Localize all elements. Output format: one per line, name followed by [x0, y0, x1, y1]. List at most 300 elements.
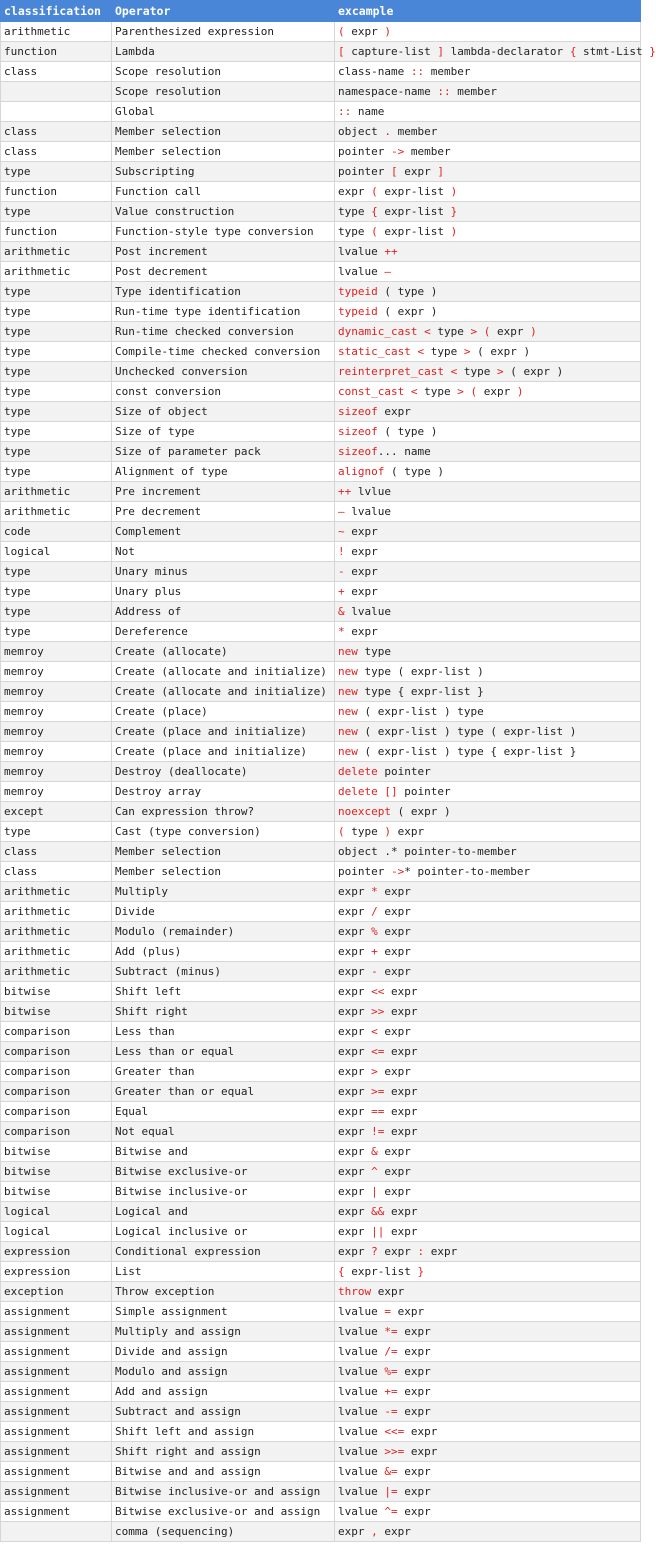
example-operator-token: +	[371, 945, 378, 958]
operator-cell: Cast (type conversion)	[112, 822, 335, 842]
example-operator-token: >	[490, 365, 511, 378]
table-row	[1, 942, 641, 962]
operator-cell: Function call	[112, 182, 335, 202]
header-classification: classification	[1, 1, 112, 22]
example-text-token: expr	[351, 525, 378, 538]
classification-cell: function	[1, 42, 112, 62]
example-text-token: expr	[338, 1205, 372, 1218]
example-text-token: ( type )	[377, 285, 438, 298]
example-cell	[335, 362, 641, 382]
example-text-token: expr	[377, 905, 411, 918]
example-text-token: pointer	[377, 765, 431, 778]
classification-cell: assignment	[1, 1402, 112, 1422]
example-cell	[335, 462, 641, 482]
example-text-token: name	[357, 105, 385, 118]
example-operator-token: > (	[450, 385, 484, 398]
operator-cell: Bitwise inclusive-or	[112, 1182, 335, 1202]
example-text-token: expr	[397, 1385, 431, 1398]
example-text-token: lvalue	[338, 1345, 385, 1358]
example-text-token: expr	[377, 1165, 411, 1178]
example-operator-token: new	[338, 665, 358, 678]
table-row	[1, 162, 641, 182]
example-operator-token: (	[338, 825, 352, 838]
example-text-token: lvalue	[338, 1405, 385, 1418]
example-text-token: expr	[397, 1485, 431, 1498]
example-operator-token: !	[338, 545, 352, 558]
example-text-token: expr-list	[377, 225, 451, 238]
example-operator-token: &	[371, 1145, 378, 1158]
example-cell	[335, 382, 641, 402]
example-operator-token: )	[450, 185, 458, 198]
example-text-token: * pointer-to-member	[404, 865, 531, 878]
example-cell	[335, 342, 641, 362]
classification-cell: comparison	[1, 1122, 112, 1142]
operator-cell: Unary plus	[112, 582, 335, 602]
example-cell	[335, 1142, 641, 1162]
example-operator-token: )	[377, 25, 391, 38]
table-row	[1, 1002, 641, 1022]
example-operator-token: sizeof	[338, 445, 378, 458]
classification-cell: assignment	[1, 1322, 112, 1342]
example-cell	[335, 522, 641, 542]
example-cell	[335, 62, 641, 82]
operator-cell: Conditional expression	[112, 1242, 335, 1262]
example-text-token: expr	[384, 1225, 418, 1238]
operator-cell: Compile-time checked conversion	[112, 342, 335, 362]
table-row	[1, 1402, 641, 1422]
operator-cell: Bitwise exclusive-or and assign	[112, 1502, 335, 1522]
example-operator-token: *	[371, 885, 378, 898]
example-cell	[335, 542, 641, 562]
classification-cell: logical	[1, 542, 112, 562]
table-row	[1, 882, 641, 902]
example-cell	[335, 482, 641, 502]
table-row	[1, 1382, 641, 1402]
example-operator-token: ++	[384, 245, 398, 258]
example-text-token: pointer	[338, 165, 391, 178]
table-row	[1, 1262, 641, 1282]
example-operator-token: ~	[338, 525, 352, 538]
table-row	[1, 62, 641, 82]
classification-cell: expression	[1, 1242, 112, 1262]
example-operator-token: reinterpret_cast <	[338, 365, 464, 378]
example-text-token: lambda-declarator	[443, 45, 570, 58]
example-text-token: ( expr )	[377, 305, 438, 318]
operator-cell: Shift left	[112, 982, 335, 1002]
classification-cell: comparison	[1, 1102, 112, 1122]
classification-cell: arithmetic	[1, 262, 112, 282]
example-operator-token: ->	[390, 865, 405, 878]
operator-cell: Create (place and initialize)	[112, 742, 335, 762]
classification-cell: arithmetic	[1, 22, 112, 42]
example-text-token: expr	[338, 945, 372, 958]
example-cell	[335, 902, 641, 922]
example-text-token: expr	[496, 325, 524, 338]
example-text-token: member	[450, 85, 497, 98]
example-cell	[335, 1262, 641, 1282]
classification-cell: function	[1, 182, 112, 202]
table-row	[1, 442, 641, 462]
operator-cell: Pre decrement	[112, 502, 335, 522]
classification-cell: function	[1, 222, 112, 242]
operator-cell: Logical and	[112, 1202, 335, 1222]
example-operator-token: ]	[437, 45, 444, 58]
operator-cell: Destroy (deallocate)	[112, 762, 335, 782]
example-cell	[335, 1282, 641, 1302]
example-text-token: expr	[338, 1005, 372, 1018]
operator-cell: Subtract (minus)	[112, 962, 335, 982]
example-operator-token: {	[569, 45, 577, 58]
example-cell	[335, 922, 641, 942]
example-cell	[335, 1522, 641, 1542]
example-cell	[335, 1162, 641, 1182]
classification-cell: type	[1, 442, 112, 462]
example-text-token: expr	[384, 1085, 418, 1098]
operator-cell: Member selection	[112, 142, 335, 162]
table-row	[1, 542, 641, 562]
classification-cell	[1, 102, 112, 122]
example-cell	[335, 842, 641, 862]
example-cell	[335, 602, 641, 622]
example-cell	[335, 242, 641, 262]
operator-cell: Create (allocate and initialize)	[112, 682, 335, 702]
example-cell	[335, 1322, 641, 1342]
example-text-token: expr	[338, 1185, 372, 1198]
classification-cell: code	[1, 522, 112, 542]
example-cell	[335, 622, 641, 642]
table-row	[1, 1042, 641, 1062]
example-cell	[335, 202, 641, 222]
table-row	[1, 1242, 641, 1262]
table-row	[1, 342, 641, 362]
operator-cell: Shift left and assign	[112, 1422, 335, 1442]
operator-cell: Not equal	[112, 1122, 335, 1142]
header-operator: Operator	[112, 1, 335, 22]
operator-cell: Simple assignment	[112, 1302, 335, 1322]
example-operator-token: delete	[338, 765, 378, 778]
example-text-token: pointer	[397, 785, 451, 798]
example-text-token: expr	[483, 385, 511, 398]
table-row	[1, 262, 641, 282]
operator-cell: Shift right and assign	[112, 1442, 335, 1462]
example-text-token: expr	[397, 1405, 431, 1418]
classification-cell: type	[1, 202, 112, 222]
example-operator-token: typeid	[338, 305, 378, 318]
example-text-token: expr-list	[377, 205, 451, 218]
example-cell	[335, 82, 641, 102]
operator-cell: Bitwise and and assign	[112, 1462, 335, 1482]
classification-cell: class	[1, 122, 112, 142]
classification-cell: type	[1, 422, 112, 442]
operator-cell: Subscripting	[112, 162, 335, 182]
example-cell	[335, 1062, 641, 1082]
example-text-token: expr	[338, 965, 372, 978]
example-text-token: lvalue	[338, 1505, 385, 1518]
example-operator-token: new	[338, 685, 358, 698]
operator-cell: Destroy array	[112, 782, 335, 802]
operator-cell: Create (place and initialize)	[112, 722, 335, 742]
example-cell	[335, 762, 641, 782]
table-row	[1, 1122, 641, 1142]
example-text-token: ( expr-list ) type ( expr-list )	[357, 725, 577, 738]
example-text-token: expr	[391, 825, 425, 838]
operator-cell: Size of parameter pack	[112, 442, 335, 462]
table-row	[1, 662, 641, 682]
table-row	[1, 382, 641, 402]
table-row	[1, 502, 641, 522]
example-text-token: member	[404, 145, 451, 158]
classification-cell: type	[1, 322, 112, 342]
example-cell	[335, 802, 641, 822]
table-row	[1, 702, 641, 722]
example-cell	[335, 442, 641, 462]
classification-cell: bitwise	[1, 982, 112, 1002]
example-operator-token: throw	[338, 1285, 372, 1298]
operator-cell: Size of type	[112, 422, 335, 442]
table-row	[1, 1322, 641, 1342]
example-operator-token: sizeof	[338, 425, 378, 438]
example-text-token: expr	[377, 1145, 411, 1158]
example-cell	[335, 402, 641, 422]
classification-cell: type	[1, 602, 112, 622]
example-cell	[335, 162, 641, 182]
example-text-token: expr	[351, 565, 378, 578]
example-operator-token: )	[523, 325, 537, 338]
operator-cell: Member selection	[112, 862, 335, 882]
example-cell	[335, 882, 641, 902]
operator-cell: Modulo (remainder)	[112, 922, 335, 942]
table-row	[1, 622, 641, 642]
classification-cell: class	[1, 142, 112, 162]
table-row	[1, 1362, 641, 1382]
classification-cell: comparison	[1, 1042, 112, 1062]
example-text-token: type	[424, 385, 451, 398]
operator-cell: Bitwise exclusive-or	[112, 1162, 335, 1182]
table-row	[1, 1182, 641, 1202]
example-cell	[335, 742, 641, 762]
example-operator-token: (	[371, 225, 378, 238]
operator-cell: Subtract and assign	[112, 1402, 335, 1422]
example-cell	[335, 862, 641, 882]
example-text-token: ( expr )	[510, 365, 564, 378]
classification-cell: assignment	[1, 1362, 112, 1382]
example-cell	[335, 982, 641, 1002]
operator-cell: Greater than or equal	[112, 1082, 335, 1102]
example-text-token: expr	[377, 965, 411, 978]
table-row	[1, 642, 641, 662]
operator-cell: Parenthesized expression	[112, 22, 335, 42]
example-operator-token: const_cast <	[338, 385, 425, 398]
table-row	[1, 1022, 641, 1042]
classification-cell: arithmetic	[1, 502, 112, 522]
classification-cell: bitwise	[1, 1182, 112, 1202]
operator-cell: Pre increment	[112, 482, 335, 502]
example-text-token: ... name	[377, 445, 431, 458]
example-operator-token: /=	[384, 1345, 398, 1358]
example-text-token: expr	[338, 1525, 372, 1538]
operator-cell: Run-time checked conversion	[112, 322, 335, 342]
example-operator-token: |	[371, 1185, 378, 1198]
example-operator-token: typeid	[338, 285, 378, 298]
example-text-token: expr	[338, 1165, 372, 1178]
table-row	[1, 402, 641, 422]
table-row	[1, 82, 641, 102]
operator-cell: Modulo and assign	[112, 1362, 335, 1382]
example-text-token: pointer	[338, 865, 391, 878]
operator-cell: Scope resolution	[112, 62, 335, 82]
operator-cell: Divide	[112, 902, 335, 922]
classification-cell: memroy	[1, 642, 112, 662]
classification-cell: assignment	[1, 1302, 112, 1322]
example-operator-token: —	[384, 265, 391, 278]
example-operator-token: )	[510, 385, 524, 398]
example-cell	[335, 1342, 641, 1362]
example-operator-token: {	[338, 1265, 352, 1278]
example-operator-token: new	[338, 705, 358, 718]
example-cell	[335, 722, 641, 742]
classification-cell: type	[1, 562, 112, 582]
example-operator-token: ::	[437, 85, 451, 98]
example-operator-token: ]	[437, 165, 444, 178]
example-text-token: expr	[338, 985, 372, 998]
example-cell	[335, 1502, 641, 1522]
example-operator-token: }	[450, 205, 458, 218]
example-cell	[335, 702, 641, 722]
table-row	[1, 422, 641, 442]
example-text-token: expr	[377, 925, 411, 938]
example-operator-token: ++	[338, 485, 358, 498]
operator-cell: Bitwise and	[112, 1142, 335, 1162]
classification-cell: expression	[1, 1262, 112, 1282]
operator-cell: Member selection	[112, 122, 335, 142]
classification-cell: class	[1, 62, 112, 82]
table-row	[1, 902, 641, 922]
example-text-token: lvalue	[338, 1445, 385, 1458]
example-text-token: member	[424, 65, 471, 78]
table-header	[1, 1, 641, 22]
example-cell	[335, 1082, 641, 1102]
example-text-token: ( expr-list ) type { expr-list }	[357, 745, 577, 758]
table-row	[1, 862, 641, 882]
example-text-token: object	[338, 125, 385, 138]
operator-cell: Unchecked conversion	[112, 362, 335, 382]
example-cell	[335, 1422, 641, 1442]
example-operator-token: ,	[371, 1525, 378, 1538]
table-row	[1, 1302, 641, 1322]
operator-cell: List	[112, 1262, 335, 1282]
example-text-token: expr	[377, 1025, 411, 1038]
classification-cell: class	[1, 842, 112, 862]
table-row	[1, 1462, 641, 1482]
example-text-token: member	[390, 125, 438, 138]
table-row	[1, 842, 641, 862]
example-text-token: type	[463, 365, 491, 378]
classification-cell: class	[1, 862, 112, 882]
example-operator-token: )	[450, 225, 458, 238]
example-operator-token: |=	[384, 1485, 398, 1498]
table-row	[1, 522, 641, 542]
classification-cell: assignment	[1, 1442, 112, 1462]
example-operator-token: >>	[371, 1005, 385, 1018]
example-text-token: expr	[338, 185, 372, 198]
example-operator-token: /	[371, 905, 378, 918]
example-text-token: expr	[377, 405, 411, 418]
table-row	[1, 1162, 641, 1182]
operator-cell: Multiply and assign	[112, 1322, 335, 1342]
example-cell	[335, 1242, 641, 1262]
example-text-token: expr	[338, 885, 372, 898]
example-text-token: expr	[404, 1425, 438, 1438]
operator-cell: Greater than	[112, 1062, 335, 1082]
example-text-token: namespace-name	[338, 85, 438, 98]
classification-cell: assignment	[1, 1342, 112, 1362]
example-operator-token: > (	[463, 325, 497, 338]
table-row	[1, 562, 641, 582]
example-text-token: expr	[338, 1245, 372, 1258]
example-text-token: lvalue	[351, 605, 391, 618]
classification-cell: assignment	[1, 1382, 112, 1402]
example-operator-token: %	[371, 925, 378, 938]
example-cell	[335, 782, 641, 802]
example-operator-token: &	[338, 605, 352, 618]
example-text-token: expr	[338, 925, 372, 938]
example-text-token: type { expr-list }	[357, 685, 484, 698]
example-operator-token: sizeof	[338, 405, 378, 418]
example-text-token: expr	[397, 1465, 431, 1478]
classification-cell: memroy	[1, 742, 112, 762]
classification-cell: arithmetic	[1, 882, 112, 902]
example-text-token: expr	[338, 1025, 372, 1038]
example-cell	[335, 1402, 641, 1422]
example-operator-token: new	[338, 725, 358, 738]
example-operator-token: ^=	[384, 1505, 398, 1518]
operator-cell: Post increment	[112, 242, 335, 262]
table-row	[1, 742, 641, 762]
classification-cell: memroy	[1, 662, 112, 682]
example-text-token: object .* pointer-to-member	[338, 845, 517, 858]
example-operator-token: [	[338, 45, 352, 58]
example-operator-token: !=	[371, 1125, 385, 1138]
operator-cell: Create (allocate)	[112, 642, 335, 662]
example-text-token: lvalue	[351, 505, 391, 518]
example-operator-token: <=	[371, 1045, 385, 1058]
example-text-token: lvalue	[338, 1305, 385, 1318]
example-operator-token: {	[371, 205, 378, 218]
classification-cell: comparison	[1, 1062, 112, 1082]
example-text-token: expr	[404, 1445, 438, 1458]
classification-cell: type	[1, 822, 112, 842]
example-cell	[335, 222, 641, 242]
example-operator-token: ?	[371, 1245, 378, 1258]
example-text-token: expr	[397, 165, 438, 178]
operator-cell: Dereference	[112, 622, 335, 642]
example-operator-token: :	[417, 1245, 425, 1258]
example-text-token: ( type )	[384, 465, 444, 478]
classification-cell: logical	[1, 1222, 112, 1242]
example-operator-token: (	[371, 185, 378, 198]
example-text-token: expr	[371, 1285, 405, 1298]
table-row	[1, 42, 641, 62]
operator-cell: Create (place)	[112, 702, 335, 722]
example-cell	[335, 102, 641, 122]
example-operator-token: dynamic_cast <	[338, 325, 438, 338]
example-text-token: expr	[351, 585, 378, 598]
operator-cell: Size of object	[112, 402, 335, 422]
example-text-token: expr	[351, 545, 378, 558]
classification-cell: type	[1, 382, 112, 402]
example-cell	[335, 22, 641, 42]
example-text-token: expr	[390, 1305, 425, 1318]
